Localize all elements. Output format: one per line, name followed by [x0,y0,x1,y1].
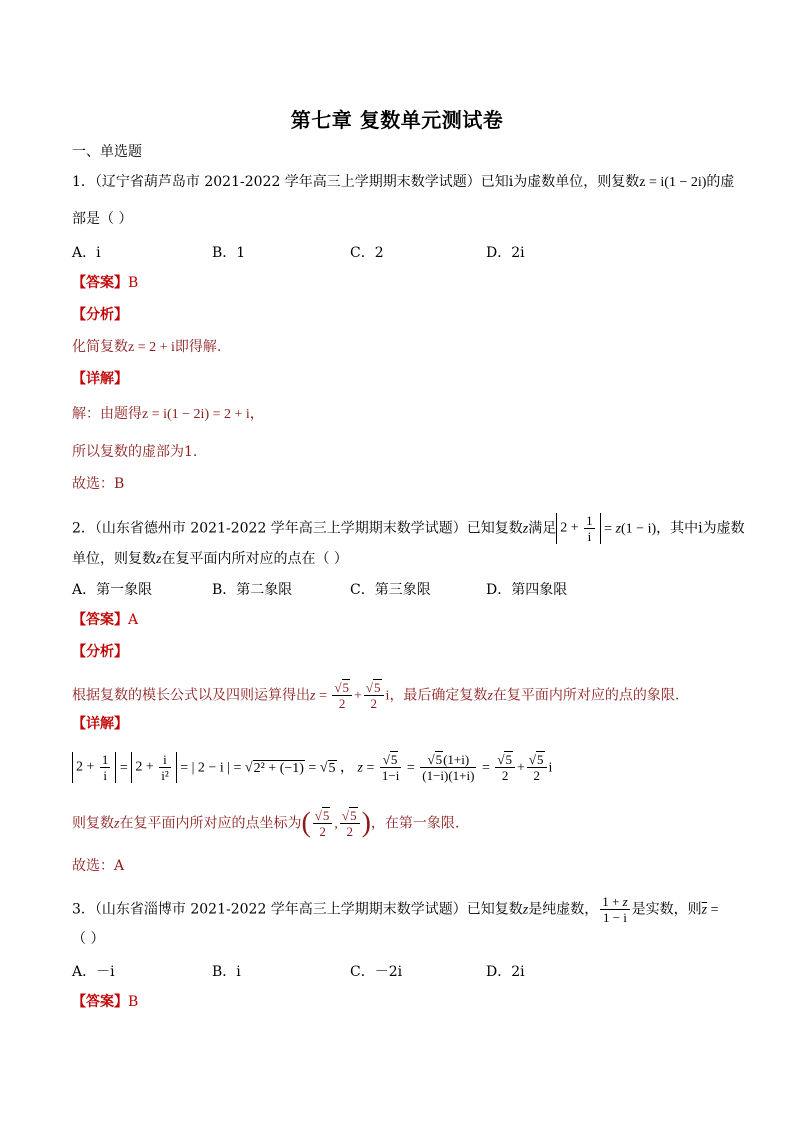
q3-option-c: C．－2i [350,964,403,980]
q2-abs-expr: 2 + $\frac{1}{i}$ [556,513,600,544]
q2-stem-line1: 2．（山东省德州市 2021-2022 学年高三上学期期末数学试题）已知复数z满足 2 + $\frac{1}{i}$ = z(1 − i)，其中i为虚数 [72,513,745,544]
q3-stem-line1: 3．（山东省淄博市 2021-2022 学年高三上学期期末数学试题）已知复数z是纯虚数， $\frac{1 + z}{1 - i}$ 是实数，则$\overline{z}$ = [72,894,719,925]
page-title: 第七章 复数单元测试卷 [290,108,504,132]
q1-stem-line2: 部是（ ） [72,211,133,227]
q1-analysis-tag: 【分析】 [72,307,128,323]
q1-option-b: B．1 [212,245,246,261]
q2-stem-line2: 单位，则复数z在复平面内所对应的点在（ ） [72,551,348,567]
q1-detail-line2: 所以复数的虚部为1. [72,444,198,460]
q1-formula: z = i(1 − 2i) [639,175,707,190]
q2-analysis: 根据复数的模长公式以及四则运算得出z = $\frac{√5}{2}$ + $\frac{√5}{2}$ i，最后确定复数z在复平面内所对应的点的象限. [72,680,680,711]
q2-detail-coord: 则复数z在复平面内所对应的点坐标为( $\frac{√5}{2}$ , $\frac{√5}{2}$ )，在第一象限. [72,807,460,839]
q1-detail-tag: 【详解】 [72,371,128,387]
q1-choose: 故选：B [72,476,125,492]
q1-option-d: D．2i [486,245,525,261]
q2-detail-tag: 【详解】 [72,716,128,732]
q1-detail-line1: 解：由题得z = i(1 − 2i) = 2 + i， [72,406,264,422]
q3-stem-line2: （ ） [72,931,105,947]
section-heading: 一、单选题 [72,144,142,160]
q2-option-d: D．第四象限 [486,582,568,598]
q2-option-a: A．第一象限 [72,582,153,598]
q3-option-a: A．－i [72,964,115,980]
q2-answer: 【答案】A [72,612,139,628]
q1-answer: 【答案】B [72,275,139,291]
q1-option-a: A．i [72,245,101,261]
q2-analysis-tag: 【分析】 [72,644,128,660]
q3-answer: 【答案】B [72,994,139,1010]
q2-option-c: C．第三象限 [350,582,431,598]
q1-option-c: C．2 [350,245,384,261]
q2-detail-formula: 2 + $\frac{1}{i}$ = 2 + $\frac{i}{\text{i²}}$ = | 2 − i | = √2² + (−1) = √5 ， z = $\frac{√5}{1-i}$ = $\frac{√5(1+i)}{(1-i)(1+i)}$ = $\frac{√5}{2}$ + $\frac{√5}{2}$ i [72,752,552,783]
q2-choose: 故选：A [72,858,125,874]
q1-analysis: 化简复数z = 2 + i即得解. [72,339,222,355]
q3-option-b: B．i [212,964,241,980]
q2-option-b: B．第二象限 [212,582,293,598]
q3-option-d: D．2i [486,964,525,980]
q1-stem-line1: 1．（辽宁省葫芦岛市 2021-2022 学年高三上学期期末数学试题）已知i为虚数单位，则复数z = i(1 − 2i)的虚 [72,174,735,190]
